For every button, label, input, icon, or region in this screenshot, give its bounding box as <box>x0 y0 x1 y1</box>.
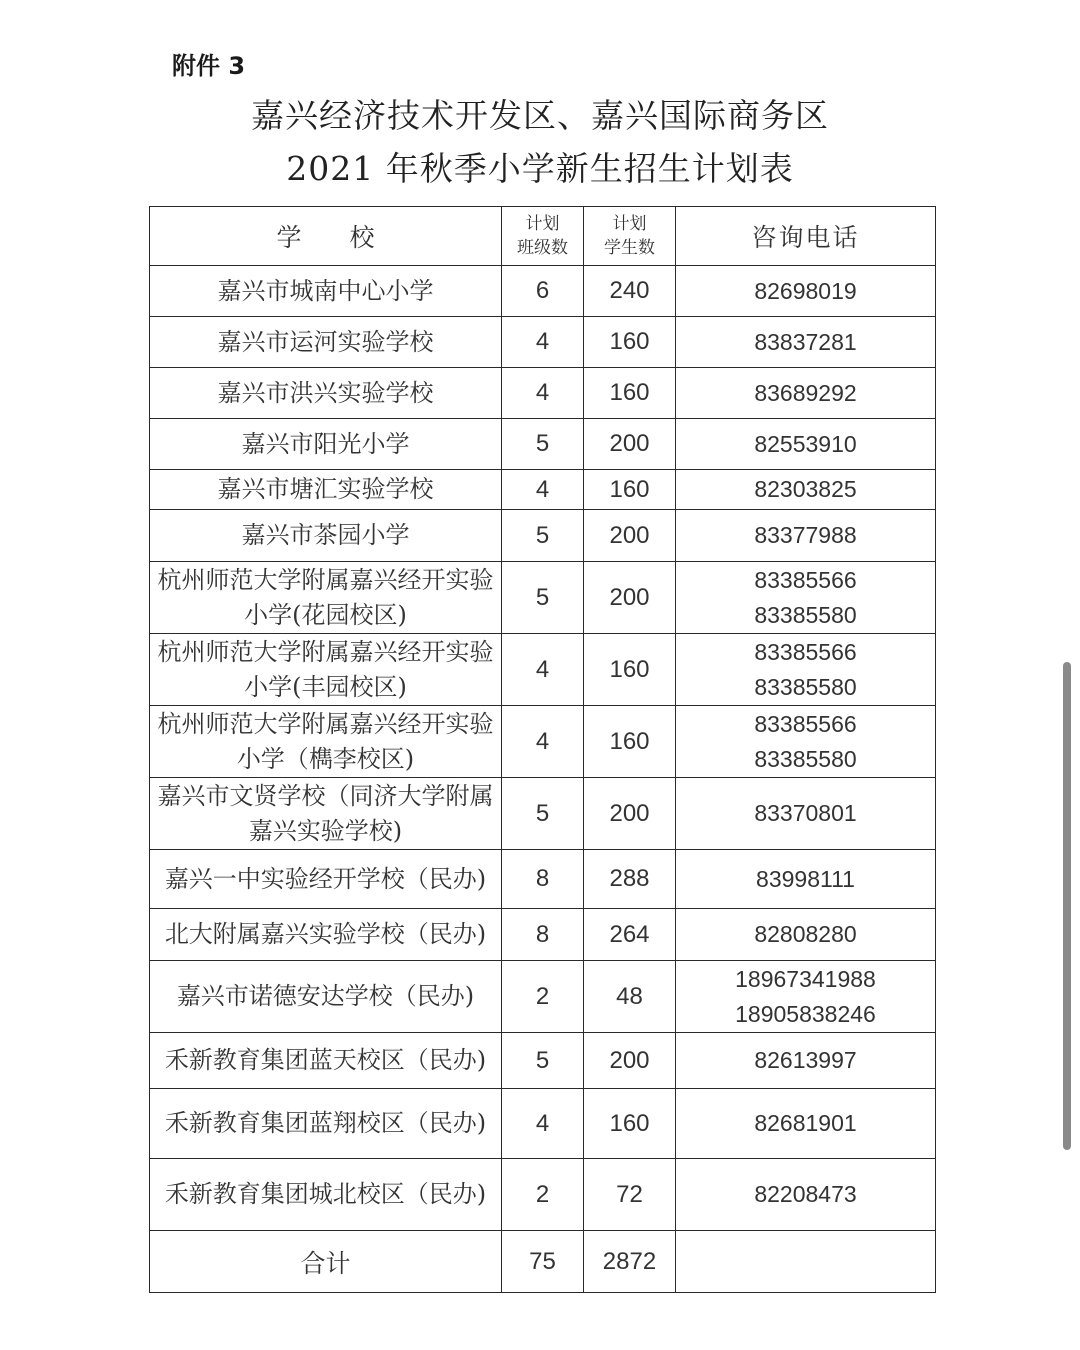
school-name-cell <box>150 706 502 778</box>
phone-cell <box>676 562 936 634</box>
planned-classes-cell: 2 <box>502 1159 584 1231</box>
table-row <box>150 470 936 510</box>
planned-classes-cell: 5 <box>502 778 584 850</box>
planned-classes-cell: 8 <box>502 909 584 961</box>
school-name-cell <box>150 961 502 1033</box>
total-phone <box>676 1231 936 1293</box>
planned-students-cell: 200 <box>584 510 676 562</box>
phone-number: 83385580 <box>754 601 857 628</box>
phone-cell <box>676 1089 936 1159</box>
header-school: 学 校 <box>150 207 502 266</box>
school-name-line: 嘉兴市文贤学校（同济大学附属 <box>157 781 494 810</box>
school-name-cell <box>150 850 502 909</box>
phone-number: 83377988 <box>754 522 857 548</box>
table-row <box>150 850 936 909</box>
table-row <box>150 1089 936 1159</box>
school-name-cell <box>150 1159 502 1231</box>
school-name-line: 嘉兴一中实验经开学校（民办) <box>164 864 487 893</box>
phone-number: 83385580 <box>754 673 857 700</box>
school-name-cell <box>150 266 502 317</box>
document-title-line-1: 嘉兴经济技术开发区、嘉兴国际商务区 <box>251 96 829 135</box>
school-name-line: 小学(花园校区) <box>244 600 407 629</box>
table-row <box>150 634 936 706</box>
phone-cell <box>676 1033 936 1089</box>
school-name-cell <box>150 368 502 419</box>
header-planned-classes-line1: 计划 <box>525 214 560 234</box>
planned-classes-cell: 4 <box>502 470 584 510</box>
planned-classes-cell: 4 <box>502 368 584 419</box>
phone-cell <box>676 1159 936 1231</box>
planned-students-cell: 160 <box>584 634 676 706</box>
phone-cell <box>676 961 936 1033</box>
planned-students-cell: 264 <box>584 909 676 961</box>
phone-number: 82681901 <box>754 1110 857 1136</box>
phone-number: 82698019 <box>754 277 857 304</box>
school-name-line: 禾新教育集团蓝天校区（民办) <box>164 1046 487 1074</box>
phone-cell <box>676 470 936 510</box>
school-name-line: 禾新教育集团蓝翔校区（民办) <box>164 1109 487 1137</box>
phone-cell <box>676 634 936 706</box>
total-row <box>150 1231 936 1293</box>
table-row <box>150 706 936 778</box>
total-classes: 75 <box>502 1231 584 1293</box>
planned-students-cell: 288 <box>584 850 676 909</box>
planned-students-cell: 160 <box>584 706 676 778</box>
school-name-line: 嘉兴市茶园小学 <box>241 521 410 549</box>
school-name-cell <box>150 909 502 961</box>
planned-students-cell: 160 <box>584 317 676 368</box>
header-planned-students-line1: 计划 <box>612 214 647 234</box>
phone-number: 82808280 <box>754 921 857 947</box>
table-row <box>150 419 936 470</box>
planned-students-cell: 160 <box>584 368 676 419</box>
phone-number: 18967341988 <box>735 965 876 992</box>
scrollbar[interactable] <box>1063 662 1071 1150</box>
school-name-cell <box>150 470 502 510</box>
phone-cell <box>676 778 936 850</box>
planned-students-cell: 240 <box>584 266 676 317</box>
table-row <box>150 778 936 850</box>
school-name-cell <box>150 317 502 368</box>
school-name-line: 杭州师范大学附属嘉兴经开实验 <box>157 565 494 594</box>
school-name-cell <box>150 562 502 634</box>
planned-students-cell: 48 <box>584 961 676 1033</box>
planned-students-cell: 200 <box>584 778 676 850</box>
phone-cell <box>676 909 936 961</box>
planned-students-cell: 200 <box>584 419 676 470</box>
phone-cell <box>676 368 936 419</box>
planned-students-cell: 200 <box>584 1033 676 1089</box>
phone-cell <box>676 317 936 368</box>
school-name-cell <box>150 634 502 706</box>
school-name-line: 小学(丰园校区) <box>244 672 407 701</box>
planned-classes-cell: 4 <box>502 634 584 706</box>
school-name-line: 嘉兴市阳光小学 <box>241 429 410 458</box>
phone-cell <box>676 419 936 470</box>
school-name-line: 嘉兴市城南中心小学 <box>217 276 434 305</box>
table-row <box>150 961 936 1033</box>
attachment-label: 附件 3 <box>172 52 246 80</box>
planned-classes-cell: 5 <box>502 510 584 562</box>
planned-students-cell: 160 <box>584 470 676 510</box>
phone-cell <box>676 266 936 317</box>
table-row <box>150 510 936 562</box>
planned-classes-cell: 5 <box>502 419 584 470</box>
header-planned-students <box>584 207 676 266</box>
planned-classes-cell: 5 <box>502 1033 584 1089</box>
school-name-line: 嘉兴市诺德安达学校（民办) <box>176 982 475 1010</box>
table-row <box>150 562 936 634</box>
phone-number: 83689292 <box>754 379 857 406</box>
planned-classes-cell: 5 <box>502 562 584 634</box>
school-name-cell <box>150 778 502 850</box>
phone-number: 83370801 <box>754 800 857 826</box>
table-row <box>150 368 936 419</box>
planned-students-cell: 200 <box>584 562 676 634</box>
phone-cell <box>676 850 936 909</box>
header-planned-students-line2: 学生数 <box>604 238 655 258</box>
planned-classes-cell: 4 <box>502 1089 584 1159</box>
school-name-cell <box>150 1033 502 1089</box>
planned-classes-cell: 4 <box>502 317 584 368</box>
header-planned-classes-line2: 班级数 <box>517 238 568 258</box>
school-name-line: 嘉兴市运河实验学校 <box>217 327 434 356</box>
school-name-line: 嘉兴实验学校) <box>248 816 403 845</box>
phone-number: 83998111 <box>756 865 855 892</box>
table-row <box>150 1159 936 1231</box>
phone-number: 82553910 <box>754 430 857 457</box>
school-name-line: 杭州师范大学附属嘉兴经开实验 <box>157 637 494 666</box>
school-name-cell <box>150 1089 502 1159</box>
school-name-line: 北大附属嘉兴实验学校（民办) <box>164 920 487 948</box>
school-name-line: 嘉兴市塘汇实验学校 <box>217 475 434 503</box>
planned-classes-cell: 4 <box>502 706 584 778</box>
planned-classes-cell: 6 <box>502 266 584 317</box>
document-title-line-2: 2021 年秋季小学新生招生计划表 <box>286 149 794 188</box>
phone-number: 83837281 <box>754 328 857 355</box>
total-students: 2872 <box>584 1231 676 1293</box>
table-row <box>150 909 936 961</box>
planned-classes-cell: 2 <box>502 961 584 1033</box>
total-label: 合计 <box>150 1231 502 1293</box>
school-name-line: 杭州师范大学附属嘉兴经开实验 <box>157 709 494 738</box>
table-row <box>150 317 936 368</box>
school-name-line: 小学（檇李校区) <box>236 744 415 773</box>
planned-classes-cell: 8 <box>502 850 584 909</box>
phone-cell <box>676 706 936 778</box>
school-name-line: 禾新教育集团城北校区（民办) <box>164 1180 487 1208</box>
table-body <box>150 266 936 1231</box>
table-header-row <box>150 207 936 266</box>
school-name-line: 嘉兴市洪兴实验学校 <box>217 378 434 407</box>
phone-number: 83385566 <box>754 566 857 593</box>
phone-number: 18905838246 <box>735 1000 876 1027</box>
header-planned-classes <box>502 207 584 266</box>
phone-number: 82208473 <box>754 1181 857 1207</box>
phone-cell <box>676 510 936 562</box>
phone-number: 83385566 <box>754 638 857 665</box>
phone-number: 83385566 <box>754 710 857 737</box>
school-name-cell <box>150 510 502 562</box>
phone-number: 82613997 <box>754 1047 857 1073</box>
header-phone: 咨询电话 <box>676 207 936 266</box>
school-name-cell <box>150 419 502 470</box>
table-row <box>150 1033 936 1089</box>
phone-number: 82303825 <box>754 476 857 502</box>
table-row <box>150 266 936 317</box>
planned-students-cell: 72 <box>584 1159 676 1231</box>
enrollment-plan-table <box>149 206 936 1293</box>
phone-number: 83385580 <box>754 745 857 772</box>
planned-students-cell: 160 <box>584 1089 676 1159</box>
